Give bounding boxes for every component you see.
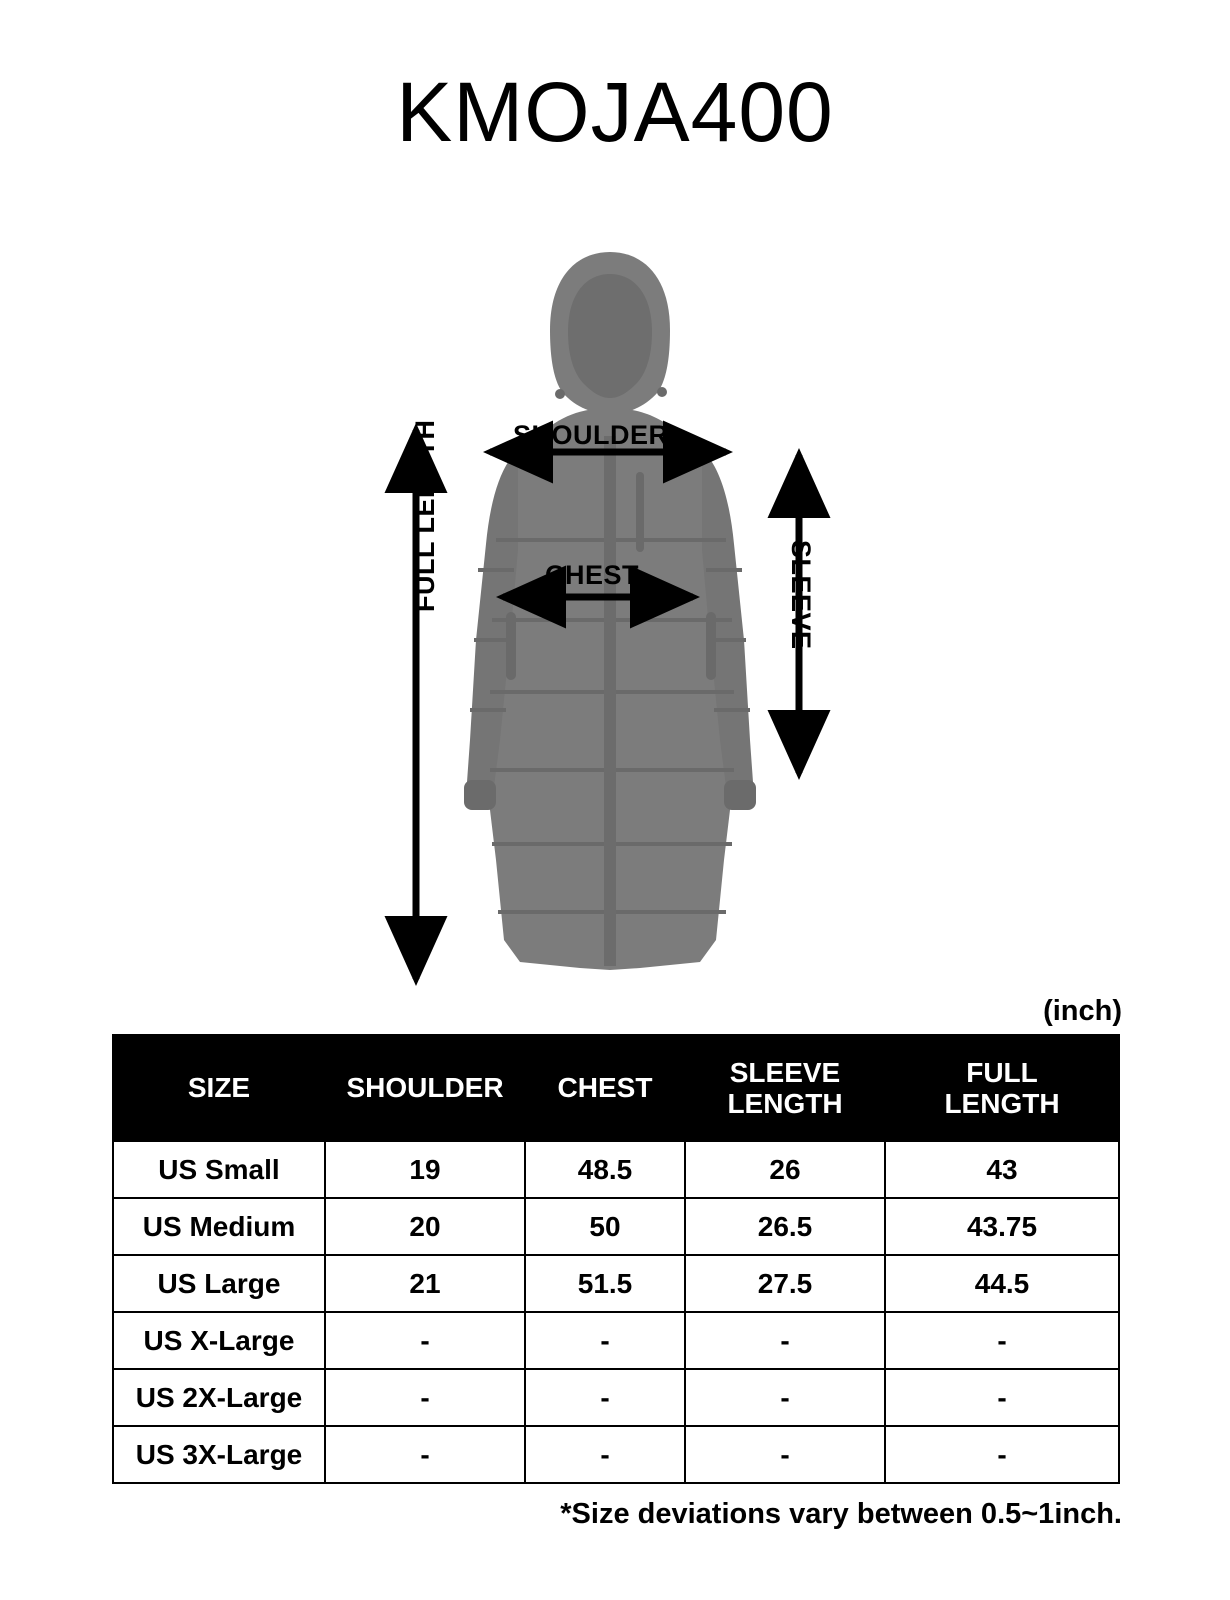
cell-size: US Small	[113, 1141, 325, 1198]
cell-size: US Medium	[113, 1198, 325, 1255]
label-full-length: FULL LENGTH	[410, 419, 440, 612]
cell-chest: 51.5	[525, 1255, 685, 1312]
table-row	[113, 1198, 1119, 1255]
measurement-arrows	[0, 240, 1230, 1000]
cell-size: US 2X-Large	[113, 1369, 325, 1426]
cell-size: US X-Large	[113, 1312, 325, 1369]
label-sleeve: SLEEVE	[786, 540, 816, 650]
unit-note: (inch)	[1043, 995, 1122, 1027]
table-row	[113, 1141, 1119, 1198]
cell-chest: -	[525, 1426, 685, 1483]
cell-chest: -	[525, 1369, 685, 1426]
cell-chest: -	[525, 1312, 685, 1369]
cell-shoulder: -	[325, 1369, 525, 1426]
cell-chest: 48.5	[525, 1141, 685, 1198]
table-row	[113, 1312, 1119, 1369]
cell-shoulder: -	[325, 1312, 525, 1369]
cell-full-length: 43	[885, 1141, 1119, 1198]
size-chart-table	[112, 1034, 1120, 1484]
cell-full-length: -	[885, 1312, 1119, 1369]
table-header-row	[113, 1035, 1119, 1141]
cell-shoulder: 19	[325, 1141, 525, 1198]
size-diagram	[0, 240, 1230, 1000]
cell-size: US 3X-Large	[113, 1426, 325, 1483]
cell-sleeve: -	[685, 1312, 885, 1369]
cell-shoulder: 20	[325, 1198, 525, 1255]
cell-shoulder: -	[325, 1426, 525, 1483]
table-row	[113, 1255, 1119, 1312]
cell-full-length: -	[885, 1369, 1119, 1426]
cell-sleeve: 26	[685, 1141, 885, 1198]
column-header-sleeve-length: SLEEVE LENGTH	[685, 1035, 885, 1141]
column-header-size: SIZE	[113, 1035, 325, 1141]
table-row	[113, 1369, 1119, 1426]
cell-shoulder: 21	[325, 1255, 525, 1312]
cell-full-length: 44.5	[885, 1255, 1119, 1312]
cell-full-length: 43.75	[885, 1198, 1119, 1255]
page-title: KMOJA400	[396, 65, 834, 159]
column-header-chest: CHEST	[525, 1035, 685, 1141]
cell-full-length: -	[885, 1426, 1119, 1483]
table-row	[113, 1426, 1119, 1483]
cell-sleeve: -	[685, 1426, 885, 1483]
cell-size: US Large	[113, 1255, 325, 1312]
cell-sleeve: 26.5	[685, 1198, 885, 1255]
column-header-shoulder: SHOULDER	[325, 1035, 525, 1141]
label-chest: CHEST	[545, 560, 640, 590]
cell-sleeve: -	[685, 1369, 885, 1426]
cell-chest: 50	[525, 1198, 685, 1255]
column-header-full-length: FULL LENGTH	[885, 1035, 1119, 1141]
label-shoulder: SHOULDER	[513, 420, 669, 450]
size-deviation-note: *Size deviations vary between 0.5~1inch.	[560, 1498, 1122, 1530]
cell-sleeve: 27.5	[685, 1255, 885, 1312]
